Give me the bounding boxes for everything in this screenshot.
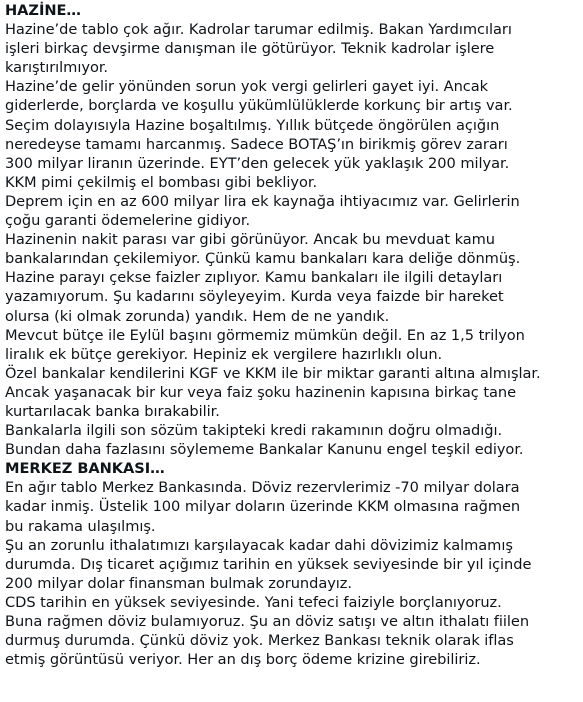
post-text-line: Hazine’de gelir yönünden sorun yok vergi gelirleri gayet iyi. Ancak [5, 78, 489, 96]
post-text-line: liralık ek bütçe gerekiyor. Hepiniz ek vergilere hazırlıklı olun. [5, 345, 443, 363]
post-text-line: çoğu garanti ödemelerine gidiyor. [5, 212, 251, 230]
post-text-line: Ancak yaşanacak bir kur veya faiz şoku hazinenin kapısına birkaç tane [5, 383, 517, 401]
post-text-line: giderlerde, borçlarda ve koşullu yükümlülüklerde korkunç bir artış var. [5, 97, 513, 115]
section-heading: HAZİNE… [5, 2, 81, 19]
post-text-line: kadar inmiş. Üstelik 100 milyar doların üzerinde KKM olmasına rağmen [5, 498, 521, 516]
post-text-line: Seçim dolayısıyla Hazine boşaltılmış. Yıllık bütçede öngörülen açığın [5, 116, 500, 134]
post-text-line: Özel bankalar kendilerini KGF ve KKM ile bir miktar garanti altına almışlar. [5, 364, 541, 382]
post-text-line: CDS tarihin en yüksek seviyesinde. Yani tefeci faiziyle borçlanıyoruz. [5, 593, 502, 611]
post-text-line: KKM pimi çekilmiş el bombası gibi bekliyor. [5, 173, 318, 191]
post-text-line: Deprem için en az 600 milyar lira ek kaynağa ihtiyacımız var. Gelirlerin [5, 192, 520, 210]
post-text-line: Hazine’de tablo çok ağır. Kadrolar tarumar edilmiş. Bakan Yardımcıları [5, 21, 512, 39]
post-text-line: 300 milyar liranın üzerinde. EYT’den gelecek yük yaklaşık 200 milyar. [5, 154, 510, 172]
post-text-line: bu rakama ulaşılmış. [5, 517, 156, 535]
post-text-line: neredeyse tamamı harcanmış. Sadece BOTAŞ’ın birikmiş görev zararı [5, 135, 508, 153]
post-text-line: yazamıyorum. Şu kadarını söyleyeyim. Kurda veya faizde bir hareket [5, 288, 504, 306]
post-text-line: En ağır tablo Merkez Bankasında. Döviz rezervlerimiz -70 milyar dolara [5, 479, 520, 497]
post-text-line: işleri birkaç devşirme danışman ile götürüyor. Teknik kadrolar işlere [5, 40, 495, 58]
section-heading: MERKEZ BANKASI… [5, 460, 165, 478]
post-text-line: durumda. Dış ticaret açığımız tarihin en yüksek seviyesinde bir yıl içinde [5, 555, 532, 573]
post-text-line: durmuş durumda. Çünkü döviz yok. Merkez Bankası teknik olarak iflas [5, 632, 514, 650]
post-text-line: olursa (ki olmak zorunda) yandık. Hem de ne yandık. [5, 307, 390, 325]
post-text-line: Buna rağmen döviz bulamıyoruz. Şu an döviz satışı ve altın ithalatı fiilen [5, 613, 530, 630]
post-text-line: karıştırılmıyor. [5, 59, 109, 77]
post-text-line: Hazine parayı çekse faizler zıplıyor. Kamu bankaları ile ilgili detayları [5, 269, 503, 287]
post-text-line: bankalarından çekilemiyor. Çünkü kamu bankaları kara deliğe dönmüş. [5, 250, 521, 268]
post-text [5, 1, 583, 669]
post-text-line: Bundan daha fazlasını söylememe Bankalar Kanunu engel teşkil ediyor. [5, 441, 524, 459]
post-text-line: Hazinenin nakit parası var gibi görünüyor. Ancak bu mevduat kamu [5, 231, 495, 249]
post-text-line: kurtarılacak banka bırakabilir. [5, 402, 220, 420]
post-text-line: Bankalarla ilgili son sözüm takipteki kredi rakamının doğru olmadığı. [5, 422, 503, 440]
post-text-line: 200 milyar dolar finansman bulmak zorundayız. [5, 574, 353, 592]
post-text-line: Şu an zorunlu ithalatımızı karşılayacak kadar dahi dövizimiz kalmamış [5, 536, 513, 554]
post-text-line: etmiş görüntüsü veriyor. Her an dış borç ödeme krizine girebiliriz. [5, 651, 481, 669]
post-text-line: Mevcut bütçe ile Eylül başını görmemiz mümkün değil. En az 1,5 trilyon [5, 326, 525, 344]
